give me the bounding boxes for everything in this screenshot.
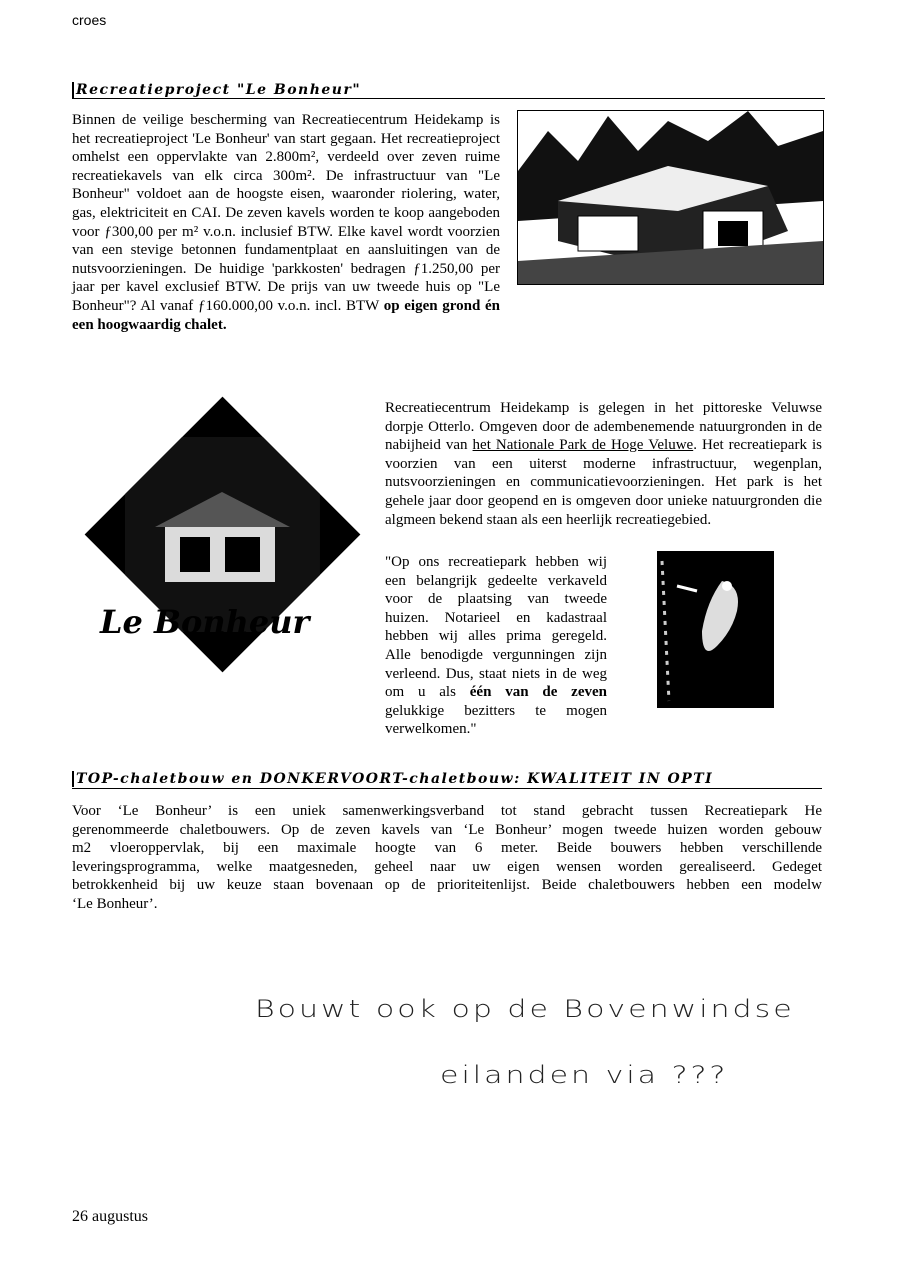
paragraph-line: ‘Le Bonheur’. — [72, 895, 158, 912]
handwritten-note-line-2: eilanden via ??? — [440, 1061, 729, 1090]
paragraph-line: leveringsprogramma, welke maatgesneden, geheel naar uw eigen wensen worden gerealiseerd. Gedeget — [72, 858, 822, 875]
le-bonheur-logo-text: Le Bonheur — [100, 603, 310, 641]
paragraph-line: Voor ‘Le Bonheur’ is een uniek samenwerkingsverband tot stand gebracht tussen Recreatiepark He — [72, 803, 822, 819]
quote-text-end: gelukkige bezitters te mogen verwelkomen." — [385, 702, 607, 738]
location-text-continued: . Het recreatiepark is voorzien van een uiterst moderne infrastructuur, wegenplan, nutsvoorzieningen en communicatievoorzieningen. Het park is het gehele jaar door geopend en is omgeven door unieke natuurgronden die algmeen bekend staan als een heerlijk recreatiegebied. — [385, 437, 822, 528]
paragraph-line: betrokkenheid bij uw keuze staan bovenaan op de prioriteitenlijst. Beide chaletbouwers hebben een modelw — [72, 877, 822, 894]
chalet-photo — [517, 110, 824, 285]
section-heading-chaletbouw: TOP-chaletbouw en DONKERVOORT-chaletbouw: KWALITEIT IN OPTI — [72, 771, 824, 787]
heading-rule — [72, 98, 825, 99]
document-footer-date: 26 augustus — [72, 1208, 148, 1225]
location-text: Recreatiecentrum Heidekamp is gelegen in het pittoreske Veluwse dorpje Otterlo. Omgeven door de adembenemende natuurgronden in de nabijheid van — [385, 400, 822, 454]
paragraph-line: m2 vloeroppervlak, bij een maximale hoogte van 6 meter. Beide bouwers hebben verschillende — [72, 840, 822, 857]
handwritten-note-line-1: Bouwt ook op de Bovenwindse — [255, 995, 795, 1024]
quote-bold-text: één van de zeven — [469, 684, 607, 701]
location-paragraph — [385, 399, 822, 529]
paragraph-line: gerenommeerde chaletbouwers. Op de zeven kavels van ‘Le Bonheur’ mogen tweede huizen worden gebouw — [72, 821, 822, 838]
intro-paragraph — [72, 111, 500, 334]
woodpecker-photo — [657, 551, 774, 708]
builders-paragraph — [72, 802, 822, 914]
document-header: croes — [72, 12, 107, 28]
section-heading-recreatieproject: Recreatieproject "Le Bonheur" — [72, 82, 376, 98]
quote-paragraph — [385, 553, 607, 739]
intro-bold-text: op eigen grond én een hoogwaardig chalet. — [72, 297, 500, 333]
quote-text: "Op ons recreatiepark hebben wij een belangrijk gedeelte verkaveld voor de plaatsing van tweede huizen. Notarieel en kadastraal hebben wij alles prima geregeld. Alle benodigde vergunningen zijn verleend. Dus, staat niets in de weg om u als — [385, 554, 607, 701]
intro-text: Binnen de veilige bescherming van Recreatiecentrum Heidekamp is het recreatieproject 'Le Bonheur' van start gegaan. Het recreatieproject omhelst een oppervlakte van 2.800m², verdeeld over zeven ruime recreatiekavels van elk circa 300m². De infrastructuur van "Le Bonheur" voldoet aan de hoogste eisen, waaronder riolering, water, gas, elektriciteit en CAI. De zeven kavels worden te koop aangeboden voor ƒ300,00 per m² v.o.n. inclusief BTW. Elke kavel wordt voorzien van een stevige betonnen fundamentplaat en aansluitingen van de nutsvoorzieningen. De huidige 'parkkosten' bedragen ƒ1.250,00 per jaar per kavel exclusief BTW. De prijs van uw tweede huis op "Le Bonheur"? Al vanaf ƒ160.000,00 v.o.n. incl. BTW — [72, 112, 500, 314]
hoge-veluwe-link[interactable]: het Nationale Park de Hoge Veluwe — [472, 437, 694, 454]
heading-rule — [72, 788, 822, 789]
